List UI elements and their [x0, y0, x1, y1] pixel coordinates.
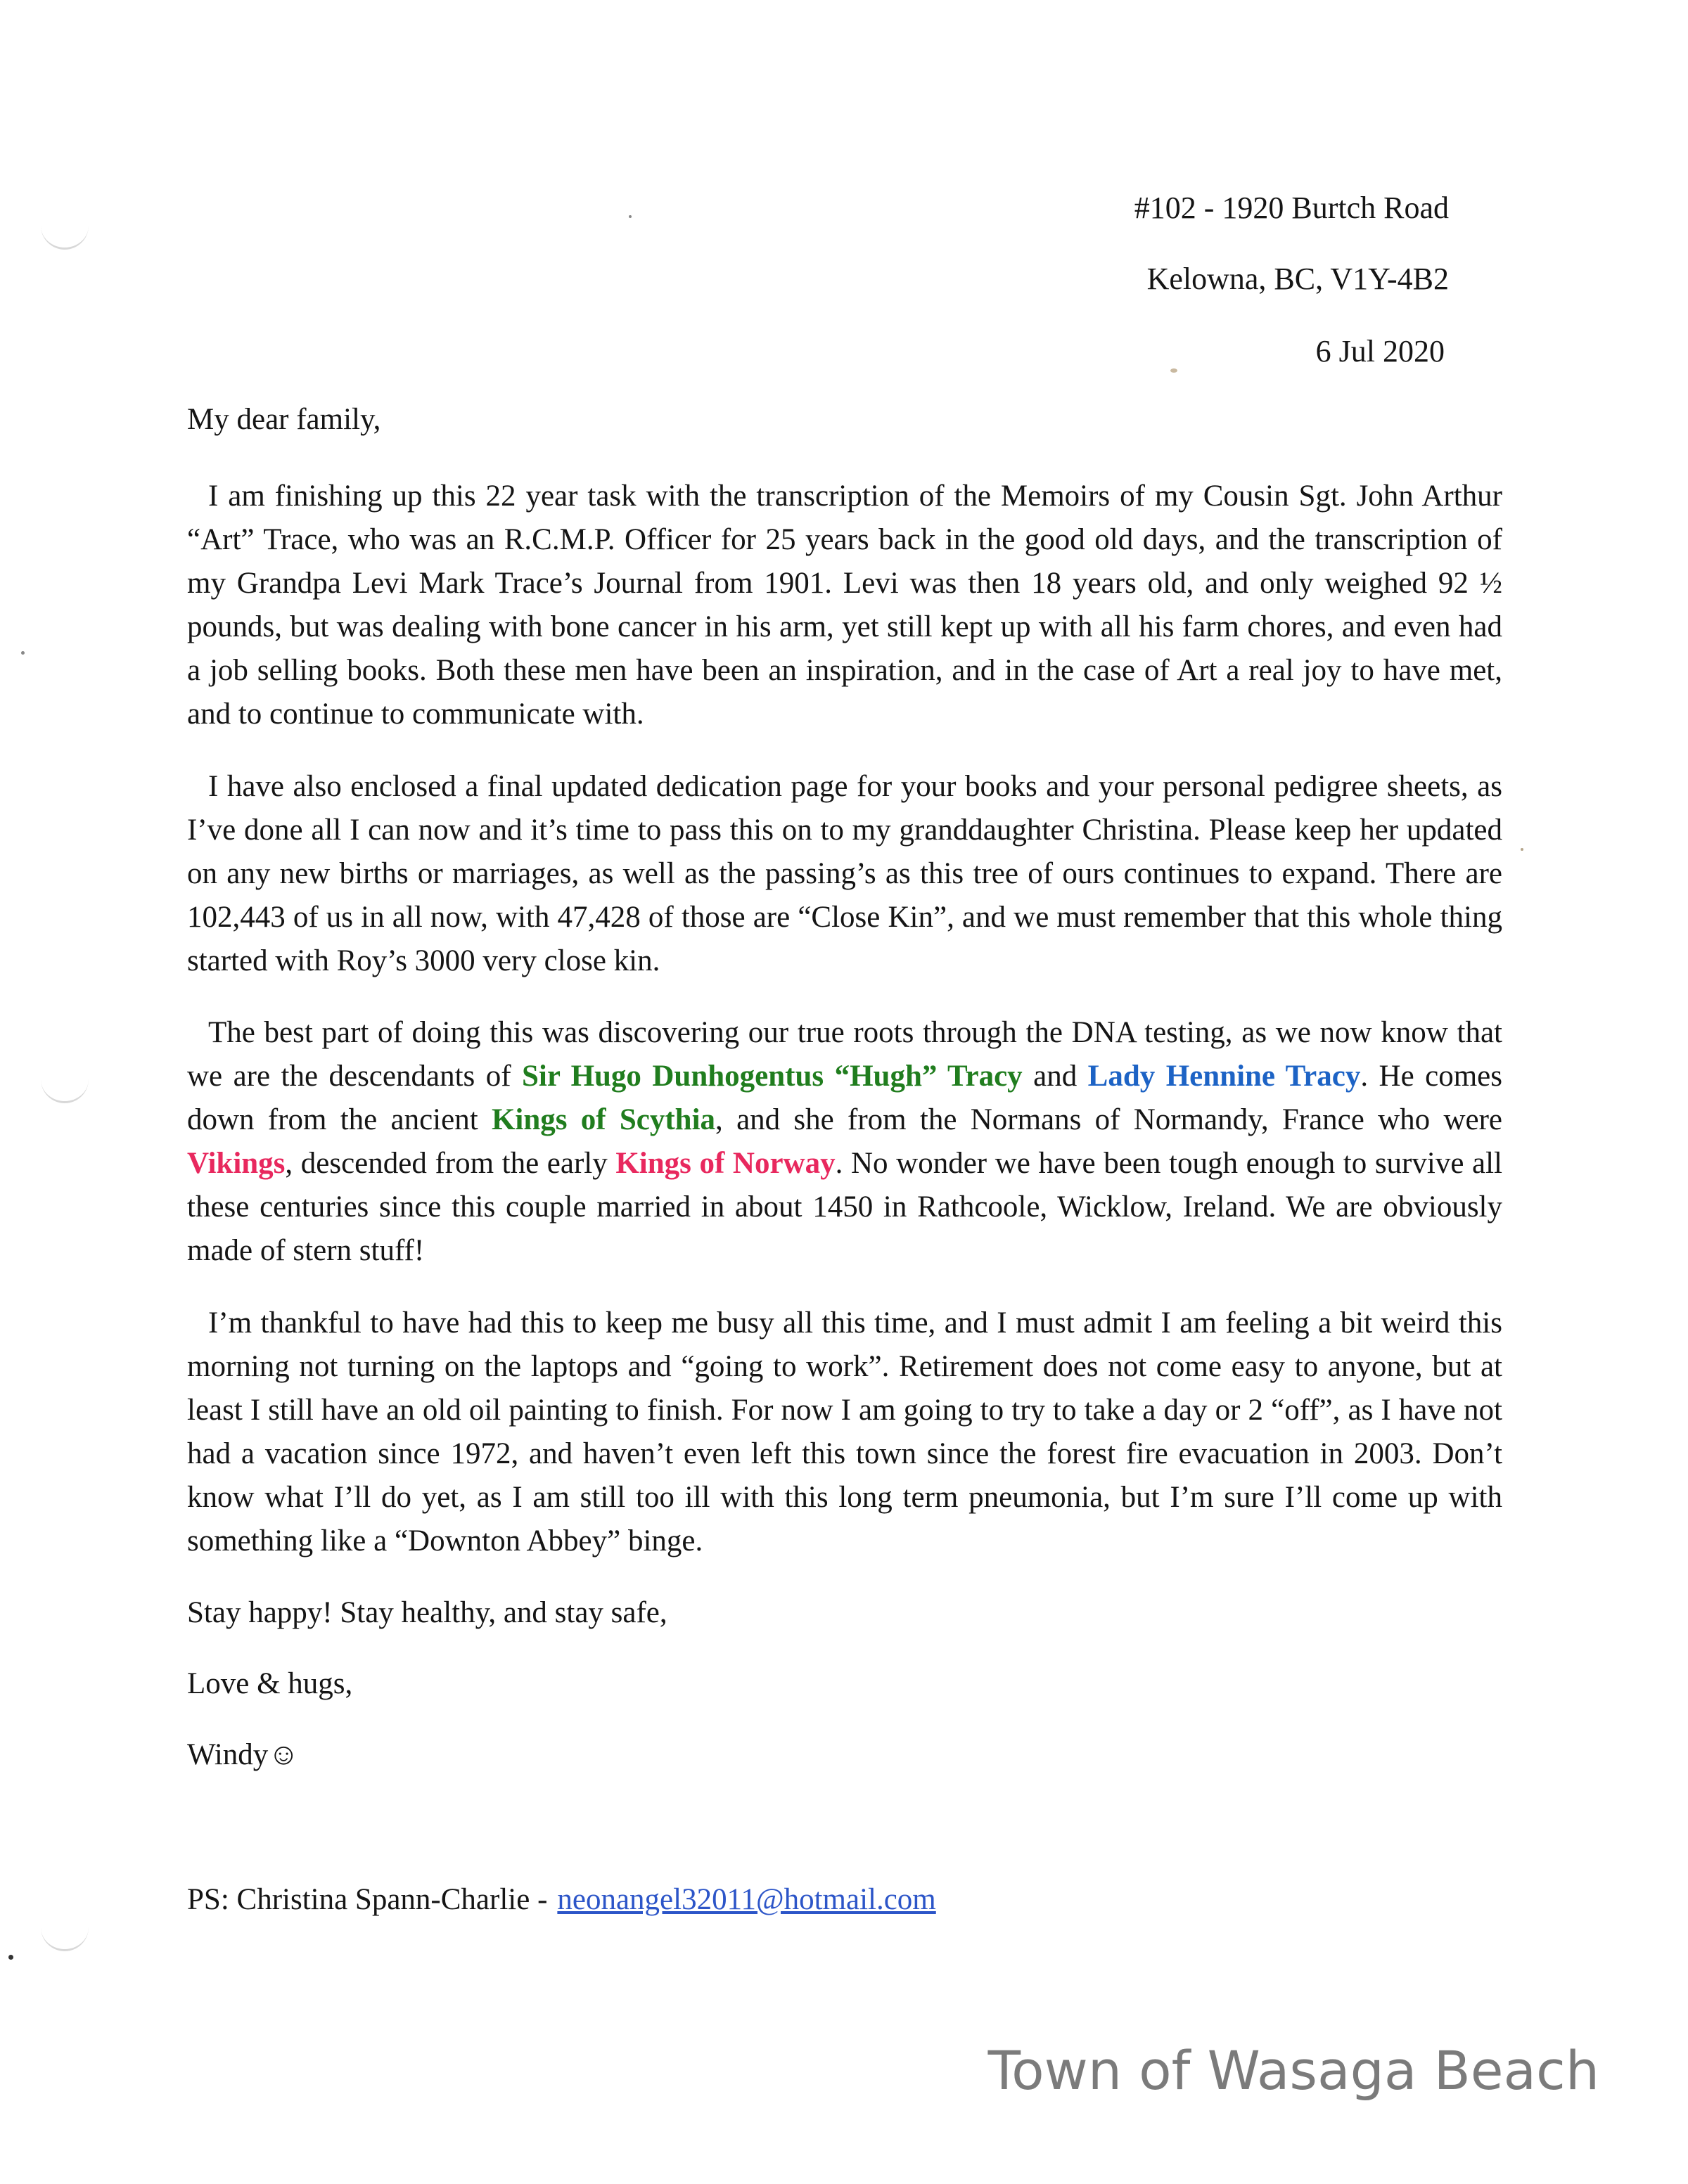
scan-speck — [629, 215, 632, 218]
postscript — [187, 1882, 936, 1918]
signature: Windy☺ — [187, 1738, 300, 1771]
paragraph-dedication-text: I have also enclosed a final updated dedication page for your books and your personal pedigree sheets, as I’ve done all I can now and it’s time to pass this on to my granddaughter Christina. Please keep her updated on any new births or marriages, as well as the passing’s as this tree of ours continues to expand. There are 102,443 of us in all now, with 47,428 of those are “Close Kin”, and we must remember that this whole thing started with Roy’s 3000 very close kin. — [187, 770, 1502, 977]
closing-love: Love & hugs, — [187, 1667, 353, 1700]
scan-speck — [21, 651, 25, 655]
binder-hole-mark — [41, 1925, 89, 1951]
scan-speck — [1521, 848, 1523, 851]
salutation: My dear family, — [187, 403, 381, 436]
dna-text-3: . He comes down from the ancient — [187, 1060, 1502, 1136]
paragraph-dedication — [187, 765, 1502, 983]
dna-text-1: The best part of doing this was discovering our true roots through the DNA testing, as we now know that we are the descendants of — [187, 1016, 1502, 1093]
paragraph-dna — [187, 1011, 1502, 1273]
dna-text-6: . No wonder we have been tough enough to survive all these centuries since this couple married in about 1450 in Rathcoole, Wicklow, Ireland. We are obviously made of stern stuff! — [187, 1147, 1502, 1267]
name-kings-of-norway: Kings of Norway — [615, 1147, 836, 1180]
dna-text-2: and — [1022, 1060, 1088, 1093]
dna-text-4: , and she from the Normans of Normandy, France who were — [715, 1103, 1502, 1136]
postscript-label: PS: Christina Spann-Charlie - — [187, 1883, 548, 1916]
paragraph-retirement — [187, 1302, 1502, 1563]
watermark: Town of Wasaga Beach — [987, 2039, 1599, 2102]
scan-speck — [1170, 368, 1177, 373]
paragraph-memoirs-text: I am finishing up this 22 year task with the transcription of the Memoirs of my Cousin Sgt. John Arthur “Art” Trace, who was an R.C.M.P. Officer for 25 years back in the good old days, and the transcription of my Grandpa Levi Mark Trace’s Journal from 1901. Levi was then 18 years old, and only weighed 92 ½ pounds, but was dealing with bone cancer in his arm, yet still kept up with all his farm chores, and even had a job selling books. Both these men have been an inspiration, and in the case of Art a real joy to have met, and to continue to communicate with. — [187, 480, 1502, 731]
name-hugh-tracy: Sir Hugo Dunhogentus “Hugh” Tracy — [521, 1060, 1023, 1093]
email-link[interactable]: neonangel32011@hotmail.com — [557, 1883, 936, 1916]
letter-date: 6 Jul 2020 — [1315, 334, 1445, 368]
binder-hole-mark — [41, 224, 89, 250]
address-line-2: Kelowna, BC, V1Y-4B2 — [1146, 262, 1449, 296]
name-kings-of-scythia: Kings of Scythia — [491, 1103, 716, 1136]
closing-line: Stay happy! Stay healthy, and stay safe, — [187, 1596, 667, 1629]
dna-text-5: , descended from the early — [285, 1147, 616, 1180]
name-vikings: Vikings — [187, 1147, 286, 1180]
paragraph-retirement-text: I’m thankful to have had this to keep me busy all this time, and I must admit I am feeling a bit weird this morning not turning on the laptops and “going to work”. Retirement does not come easy to anyone, but at least I still have an old oil painting to finish. For now I am going to try to take a day or 2 “off”, as I have not had a vacation since 1972, and haven’t even left this town since the forest fire evacuation in 2003. Don’t know what I’ll do yet, as I am still too ill with this long term pneumonia, but I’m sure I’ll come up with something like a “Downton Abbey” binge. — [187, 1306, 1502, 1557]
scan-speck — [8, 1955, 13, 1960]
address-line-1: #102 - 1920 Burtch Road — [1134, 191, 1449, 225]
binder-hole-mark — [41, 1077, 89, 1103]
paragraph-dna-text — [187, 1011, 1502, 1273]
name-hennine-tracy: Lady Hennine Tracy — [1087, 1060, 1361, 1093]
paragraph-memoirs — [187, 475, 1502, 736]
